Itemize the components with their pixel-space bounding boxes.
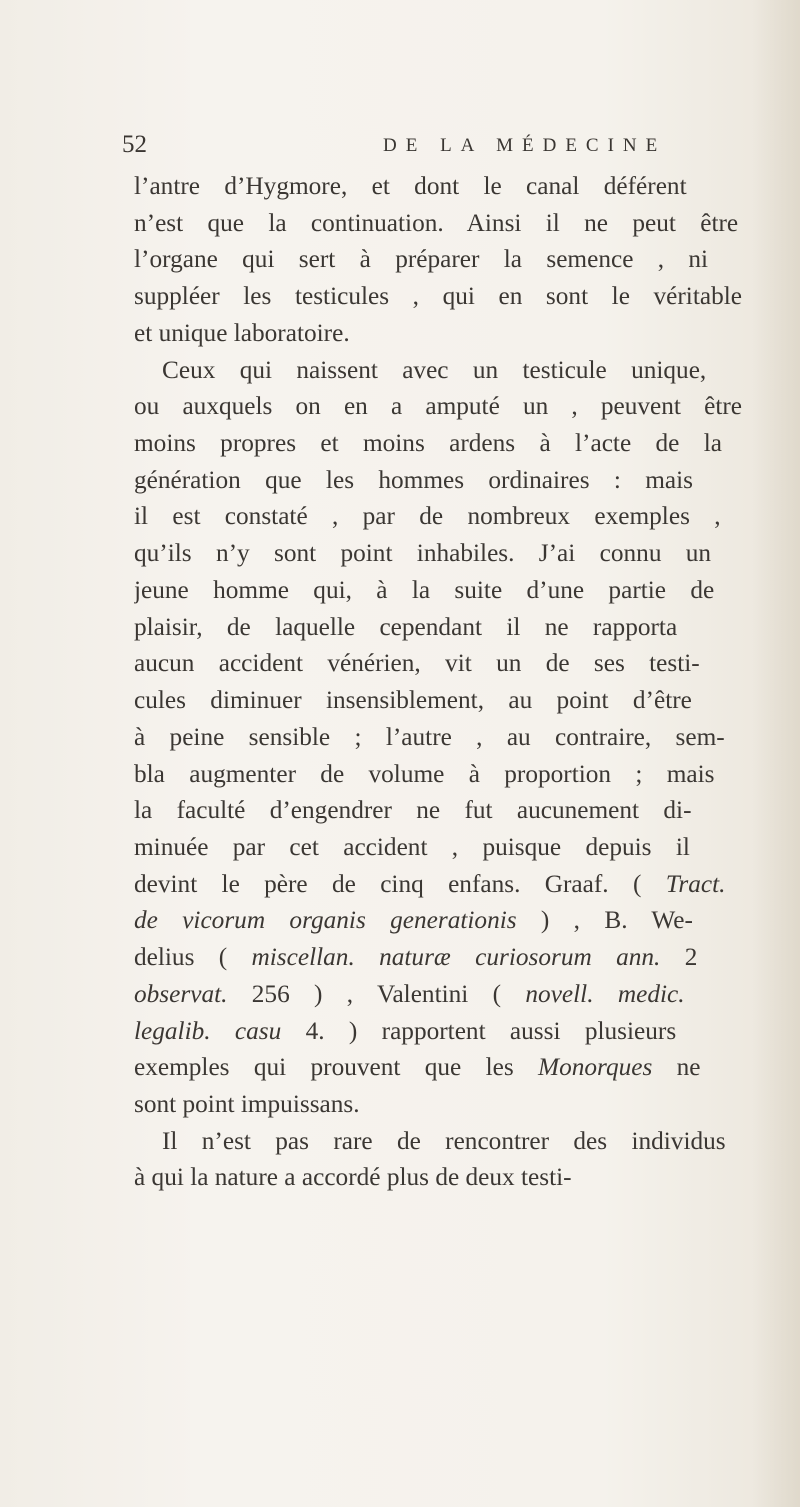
text-line-content — [134, 1086, 742, 1123]
text-line-content — [134, 609, 677, 646]
text-line-content — [134, 1049, 701, 1086]
text-line-content — [134, 241, 708, 278]
text-run: bla augmenter de volume à proportion ; mais — [134, 759, 715, 788]
text-line-content — [134, 719, 725, 756]
text-line-content — [134, 976, 685, 1013]
text-run: Il n’est pas rare de rencontrer des individus — [162, 1126, 726, 1155]
text-line — [134, 462, 742, 499]
italic-citation: Tract. — [665, 869, 726, 898]
text-line-content — [134, 498, 721, 535]
text-line-content — [134, 572, 714, 609]
text-line — [134, 939, 742, 976]
text-run: delius ( — [134, 943, 252, 972]
page-number: 52 — [122, 131, 147, 158]
text-line — [134, 756, 742, 793]
text-line-content — [134, 829, 690, 866]
text-run: à peine sensible ; l’autre , au contraire, sem- — [134, 722, 725, 751]
text-run: 2 — [660, 943, 698, 972]
text-line — [134, 388, 742, 425]
text-run: il est constaté , par de nombreux exemples , — [134, 502, 721, 531]
text-run: la faculté d’engendrer ne fut aucunement di- — [134, 796, 692, 825]
text-line-content — [134, 866, 725, 903]
text-line — [134, 205, 742, 242]
text-run: moins propres et moins ardens à l’acte de la — [134, 429, 722, 458]
text-line-content — [134, 168, 687, 205]
text-run: minuée par cet accident , puisque depuis il — [134, 832, 690, 861]
text-line-content — [134, 645, 700, 682]
text-run: 256 ) , Valentini ( — [227, 979, 526, 1008]
text-line-content — [134, 682, 692, 719]
text-line — [134, 976, 742, 1013]
text-run: n’est que la continuation. Ainsi il ne peut être — [134, 208, 739, 237]
text-run: Ceux qui naissent avec un testicule unique, — [162, 355, 707, 384]
text-line — [134, 792, 742, 829]
italic-citation: observat. — [134, 979, 228, 1008]
text-run: ou auxquels on en a amputé un , peuvent être — [134, 392, 742, 421]
text-line — [134, 535, 742, 572]
italic-citation: miscellan. naturæ curiosorum ann. — [251, 943, 661, 972]
text-line-content — [134, 902, 693, 939]
text-run: à qui la nature a accordé plus de deux testi- — [134, 1163, 572, 1192]
text-line — [134, 498, 742, 535]
text-line-content — [134, 278, 742, 315]
text-run: plaisir, de laquelle cependant il ne rapporta — [134, 612, 678, 641]
text-line — [134, 719, 742, 756]
text-run: l’antre d’Hygmore, et dont le canal déférent — [134, 172, 687, 200]
text-line — [134, 1159, 742, 1196]
text-line — [134, 1123, 742, 1160]
text-run: sont point impuissans. — [134, 1089, 360, 1118]
text-line-content — [134, 205, 738, 242]
text-line — [134, 866, 742, 903]
text-line-content — [162, 1123, 726, 1160]
text-line-content — [134, 1159, 742, 1196]
text-line — [134, 425, 742, 462]
text-run: génération que les hommes ordinaires : mais — [134, 465, 694, 494]
text-line — [134, 645, 742, 682]
text-run: aucun accident vénérien, vit un de ses testi- — [134, 649, 700, 678]
text-run: cules diminuer insensiblement, au point d’être — [134, 686, 692, 715]
text-line — [134, 572, 742, 609]
text-line-content — [134, 315, 742, 352]
text-line-content — [134, 535, 711, 572]
text-line — [134, 241, 742, 278]
text-line-content — [134, 792, 692, 829]
text-run: ne — [652, 1053, 701, 1082]
text-line-content — [134, 388, 742, 425]
text-line-content — [134, 756, 715, 793]
text-run: exemples qui prouvent que les — [134, 1053, 539, 1082]
text-run: qu’ils n’y sont point inhabiles. J’ai connu un — [134, 539, 712, 568]
text-run: ) , B. We- — [516, 906, 693, 935]
text-line — [134, 902, 742, 939]
text-line — [134, 1086, 742, 1123]
text-run: jeune homme qui, à la suite d’une partie de — [134, 575, 715, 604]
italic-citation: legalib. casu — [134, 1016, 282, 1045]
text-line-content — [134, 939, 697, 976]
text-run: devint le père de cinq enfans. Graaf. ( — [134, 869, 666, 898]
italic-citation: de vicorum organis generationis — [134, 906, 517, 935]
text-line — [134, 682, 742, 719]
text-line — [134, 609, 742, 646]
text-line — [134, 168, 742, 205]
italic-citation: Monorques — [538, 1053, 653, 1082]
text-line — [134, 278, 742, 315]
text-run: l’organe qui sert à préparer la semence , ni — [134, 245, 709, 274]
page-edge-shadow — [752, 0, 800, 1507]
text-line — [134, 352, 742, 389]
text-run: 4. ) rapportent aussi plusieurs — [281, 1016, 677, 1045]
text-line-content — [134, 425, 722, 462]
italic-citation: novell. medic. — [525, 979, 685, 1008]
text-line-content — [134, 1013, 676, 1050]
running-head: DE LA MÉDECINE — [383, 135, 667, 156]
text-line-content — [134, 462, 693, 499]
body-text — [134, 168, 742, 1196]
text-run: et unique laboratoire. — [134, 318, 350, 347]
text-line — [134, 829, 742, 866]
text-line — [134, 1013, 742, 1050]
text-run: suppléer les testicules , qui en sont le véritable — [134, 282, 742, 311]
text-line-content — [162, 352, 706, 389]
text-line — [134, 315, 742, 352]
page-header — [118, 131, 718, 165]
text-line — [134, 1049, 742, 1086]
